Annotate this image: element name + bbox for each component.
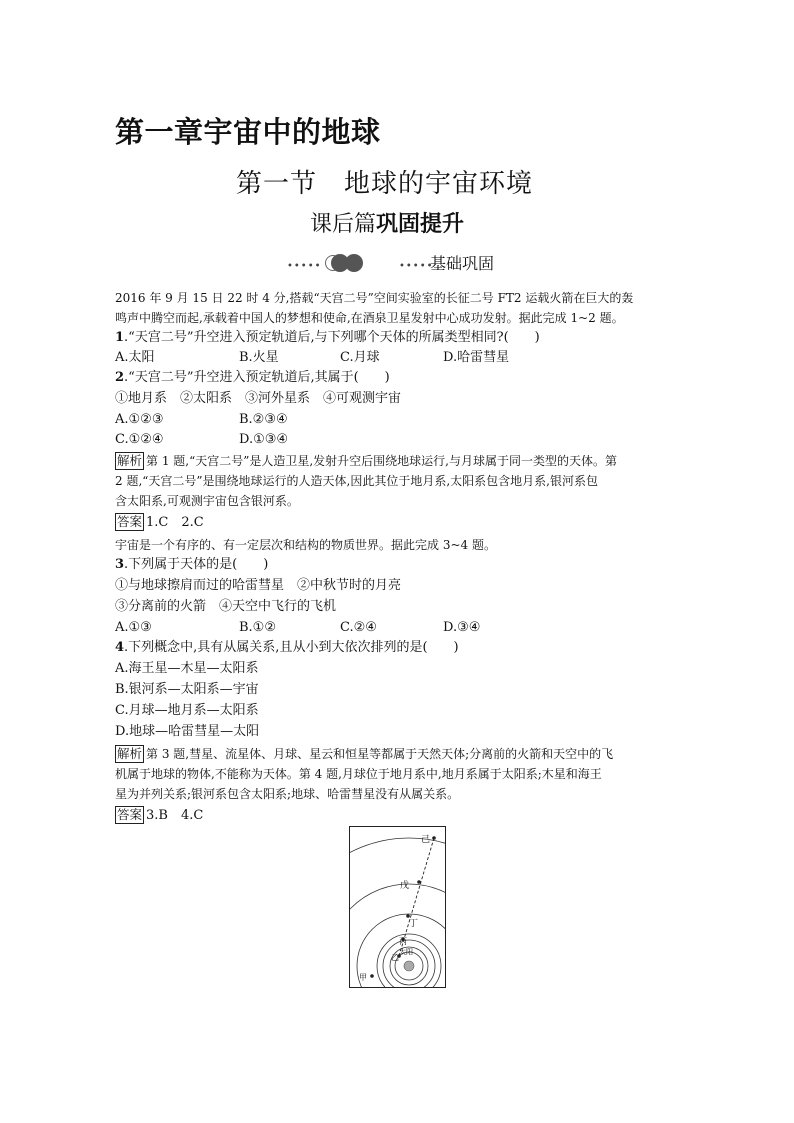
passage-line: 2016 年 9 月 15 日 22 时 4 分,搭载“天宫二号”空间实验室的长征二号 FT2 运载火箭在巨大的轰 xyxy=(115,291,634,305)
analysis-line: 机属于地球的物体,不能称为天体。第 4 题,月球位于地月系中,地月系属于太阳系;木星和海王 xyxy=(115,767,602,781)
question-number: 2 xyxy=(115,370,125,385)
circle-icon xyxy=(345,254,363,272)
label-yi: 乙 xyxy=(391,953,399,962)
subtitle-bold: 巩固提升 xyxy=(376,212,465,237)
passage-line: 宇宙是一个有序的、有一定层次和结构的物质世界。据此完成 3~4 题。 xyxy=(115,538,496,552)
answer-text: 3.B 4.C xyxy=(146,808,204,823)
label-ding: 丁 xyxy=(409,919,419,929)
answer-line xyxy=(115,513,204,533)
answer-line xyxy=(115,806,203,826)
analysis-text: 第 3 题,彗星、流星体、月球、星云和恒星等都属于天然天体;分离前的火箭和天空中的飞 xyxy=(146,747,614,761)
block-label: 基础巩固 xyxy=(430,254,495,273)
option-a: A.太阳 xyxy=(115,350,155,365)
diagram-frame xyxy=(350,827,446,988)
analysis-tag: 解析 xyxy=(117,453,143,468)
planet-dot xyxy=(417,880,421,884)
question-number: 1 xyxy=(115,330,125,345)
option-c: C.月球 xyxy=(340,350,380,365)
option-b: B.②③④ xyxy=(239,412,288,427)
label-jia: 甲 xyxy=(359,973,367,982)
label-bing: 丙 xyxy=(399,937,407,946)
question-text: .“天宫二号”升空进入预定轨道后,其属于( ) xyxy=(124,370,390,385)
analysis-line: 2 题,“天宫二号”是围绕地球运行的人造天体,因此其位于地月系,太阳系包含地月系,银河系包 xyxy=(115,474,598,488)
subtitle-plain: 课后篇 xyxy=(310,212,377,237)
option-b: B.火星 xyxy=(239,350,279,365)
analysis-line xyxy=(115,451,617,471)
question-3 xyxy=(115,555,268,575)
question-items: ③分离前的火箭 ④天空中飞行的飞机 xyxy=(115,599,337,614)
answer-text: 1.C 2.C xyxy=(146,515,204,530)
question-2 xyxy=(115,368,390,388)
analysis-text: 第 1 题,“天宫二号”是人造卫星,发射升空后围绕地球运行,与月球属于同一类型的天体。第 xyxy=(146,454,617,468)
analysis-line xyxy=(115,744,613,764)
question-1 xyxy=(115,328,540,348)
option-d: D.③④ xyxy=(443,620,481,635)
question-text: .“天宫二号”升空进入预定轨道后,与下列哪个天体的所属类型相同?( ) xyxy=(124,330,540,345)
subtitle xyxy=(310,207,464,238)
analysis-line: 星为并列关系;银河系包含太阳系;地球、哈雷彗星没有从属关系。 xyxy=(115,787,460,801)
solar-system-diagram xyxy=(349,826,446,988)
option-a: A.①②③ xyxy=(115,412,164,427)
label-sun: 太阳 xyxy=(399,948,413,956)
planet-dot xyxy=(432,836,436,840)
chapter-title: 第一章宇宙中的地球 xyxy=(115,115,381,149)
option-a: A.①③ xyxy=(115,620,152,635)
dots-decoration: ••••• xyxy=(287,261,322,272)
option-c: C.①②④ xyxy=(115,432,164,447)
option-d: D.①③④ xyxy=(239,432,289,447)
option-c: C.②④ xyxy=(340,620,377,635)
question-items: ①与地球擦肩而过的哈雷彗星 ②中秋节时的月亮 xyxy=(115,578,402,593)
question-4 xyxy=(115,638,459,658)
planet-dot xyxy=(370,974,374,978)
label-ji: 己 xyxy=(421,835,431,845)
question-number: 4 xyxy=(115,640,125,655)
option-a: A.海王星—木星—太阳系 xyxy=(115,661,259,676)
option-b: B.①② xyxy=(239,620,276,635)
question-text: .下列概念中,具有从属关系,且从小到大依次排列的是( ) xyxy=(124,640,459,655)
question-text: .下列属于天体的是( ) xyxy=(124,557,269,572)
answer-tag: 答案 xyxy=(117,807,143,822)
question-items: ①地月系 ②太阳系 ③河外星系 ④可观测宇宙 xyxy=(115,391,402,406)
sun-icon xyxy=(404,961,414,971)
dots-decoration: ••••• xyxy=(399,261,434,272)
passage-line: 鸣声中腾空而起,承载着中国人的梦想和使命,在酒泉卫星发射中心成功发射。据此完成 1~2 题。 xyxy=(115,311,624,325)
planet-dot xyxy=(406,914,410,918)
option-d: D.地球—哈雷彗星—太阳 xyxy=(115,724,260,739)
analysis-line: 含太阳系,可观测宇宙包含银河系。 xyxy=(115,494,299,508)
section-title: 第一节 地球的宇宙环境 xyxy=(236,169,534,199)
question-number: 3 xyxy=(115,557,125,572)
label-wu: 戊 xyxy=(400,881,410,891)
option-b: B.银河系—太阳系—宇宙 xyxy=(115,682,259,697)
option-d: D.哈雷彗星 xyxy=(443,350,510,365)
answer-tag: 答案 xyxy=(117,514,143,529)
analysis-tag: 解析 xyxy=(117,746,143,761)
option-c: C.月球—地月系—太阳系 xyxy=(115,703,259,718)
